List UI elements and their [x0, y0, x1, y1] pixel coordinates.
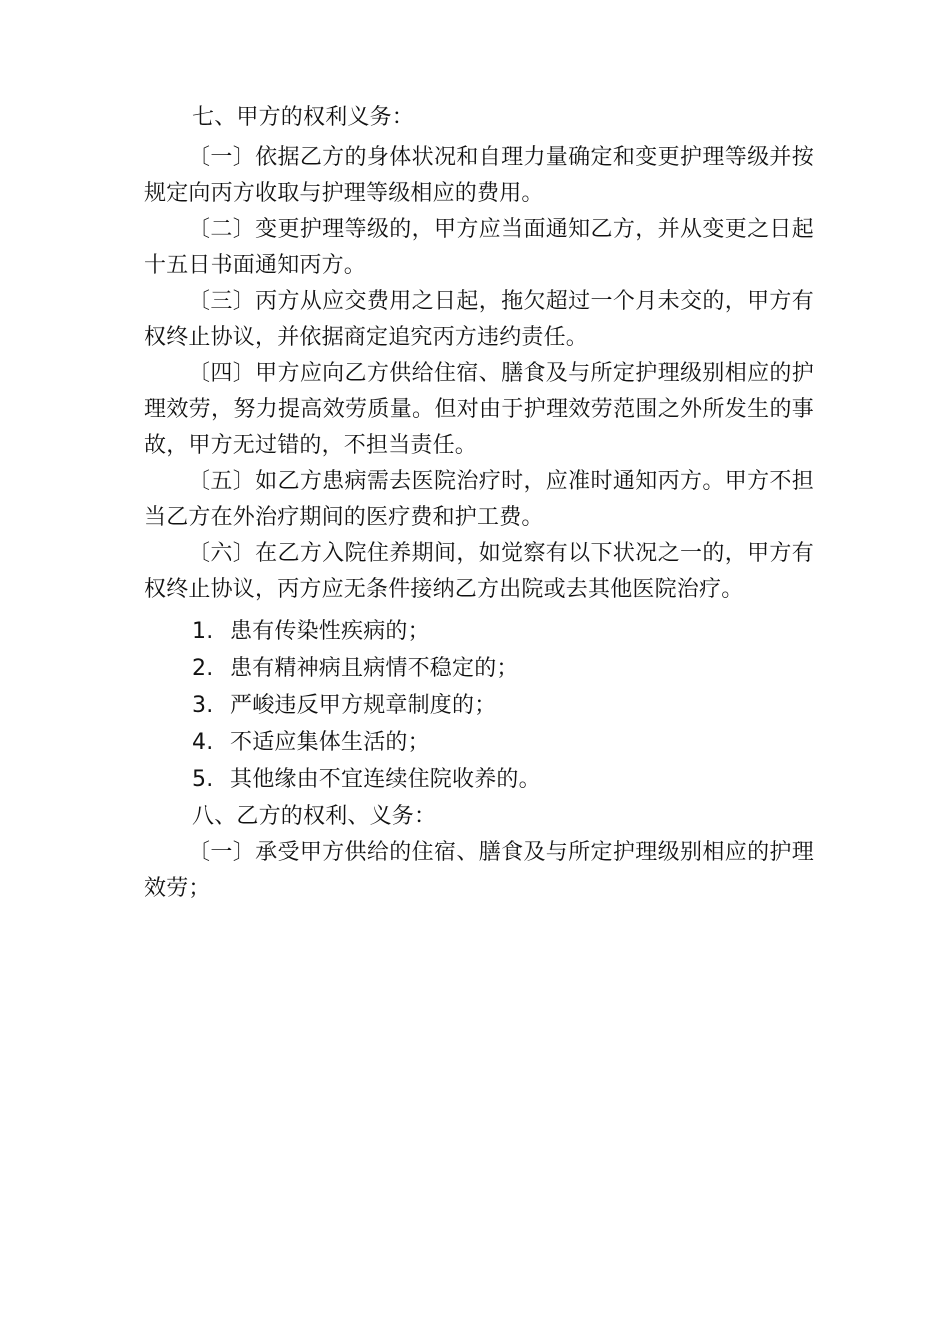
list-item-text: 其他缘由不宜连续住院收养的。 — [230, 767, 541, 792]
section-eight-heading: 八、乙方的权利、义务： — [192, 804, 437, 829]
list-item-number: 4. — [192, 730, 214, 755]
list-item-number: 5. — [192, 767, 214, 792]
document-body — [144, 100, 814, 907]
list-item — [144, 614, 814, 651]
termination-conditions-list — [144, 614, 814, 799]
list-item — [144, 651, 814, 688]
clause-1: 〔一〕依据乙方的身体状况和自理力量确定和变更护理等级并按规定向丙方收取与护理等级相应的费用。 — [144, 145, 814, 206]
list-item-text: 患有传染性疾病的； — [230, 619, 430, 644]
clause-3: 〔三〕丙方从应交费用之日起，拖欠超过一个月未交的，甲方有权终止协议，并依据商定追究丙方违约责任。 — [144, 289, 814, 350]
list-item-text: 患有精神病且病情不稳定的； — [230, 656, 519, 681]
clause-5: 〔五〕如乙方患病需去医院治疗时，应准时通知丙方。甲方不担当乙方在外治疗期间的医疗费和护工费。 — [144, 469, 814, 530]
clause-4: 〔四〕甲方应向乙方供给住宿、膳食及与所定护理级别相应的护理效劳，努力提高效劳质量。但对由于护理效劳范围之外所发生的事故，甲方无过错的，不担当责任。 — [144, 361, 814, 458]
list-item-number: 2. — [192, 656, 214, 681]
list-item-number: 1. — [192, 619, 214, 644]
list-item — [144, 725, 814, 762]
clause-2: 〔二〕变更护理等级的，甲方应当面通知乙方，并从变更之日起十五日书面通知丙方。 — [144, 217, 814, 278]
list-item-text: 不适应集体生活的； — [230, 730, 430, 755]
list-item — [144, 688, 814, 725]
list-item-number: 3. — [192, 693, 214, 718]
list-item — [144, 762, 814, 799]
section-seven-heading: 七、甲方的权利义务： — [192, 105, 415, 130]
clause-6: 〔六〕在乙方入院住养期间，如觉察有以下状况之一的，甲方有权终止协议，丙方应无条件接纳乙方出院或去其他医院治疗。 — [144, 541, 814, 602]
list-item-text: 严峻违反甲方规章制度的； — [230, 693, 497, 718]
section-eight-clause-1: 〔一〕承受甲方供给的住宿、膳食及与所定护理级别相应的护理效劳； — [144, 840, 814, 901]
